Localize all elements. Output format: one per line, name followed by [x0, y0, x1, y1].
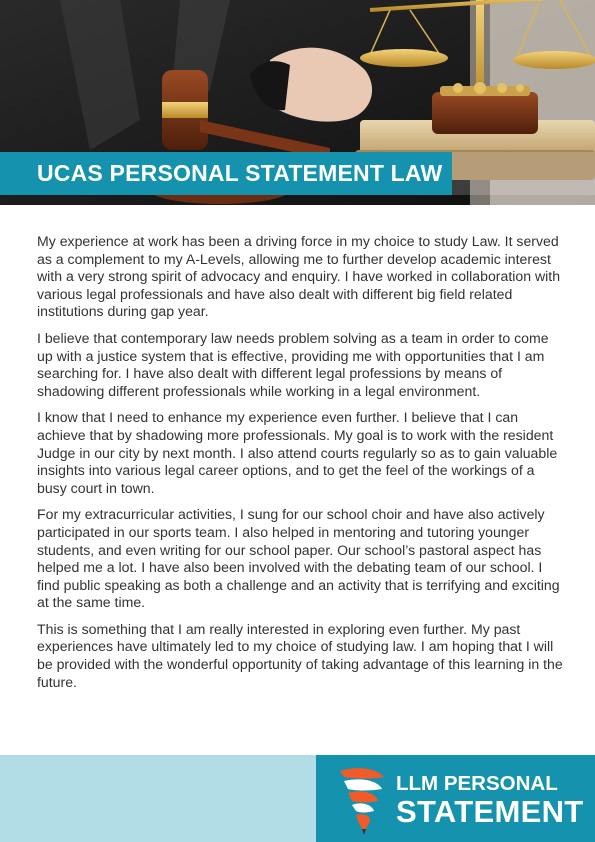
- paragraph-1: My experience at work has been a driving force in my choice to study Law. It served as a complement to my A-Levels, allowing me to further develop academic interest with a very strong spirit of advocacy and enquiry. I have worked in collaboration with various legal professionals and have also dealt with different big field related institutions during gap year.: [37, 233, 561, 320]
- title-banner: [0, 152, 452, 195]
- page-title: UCAS PERSONAL STATEMENT LAW: [37, 160, 443, 186]
- paragraph-5: This is something that I am really interested in exploring even further. My past experiences have ultimately led to my choice of studying law. I am hoping that I will be provided with the wonderful opportunity of taking advantage of this learning in the future.: [37, 620, 563, 690]
- brand-name-line1: LLM PERSONAL: [396, 772, 558, 795]
- paragraph-2: I believe that contemporary law needs problem solving as a team in order to come up with a justice system that is effective, providing me with opportunities that I am searching for. I have also dealt with different legal professions by means of shadowing different professionals while working in a legal environment.: [37, 329, 549, 399]
- brand-logo-box[interactable]: [316, 755, 595, 842]
- brand-name-line2: STATEMENT: [396, 794, 584, 829]
- title-banner-tail: [452, 152, 595, 195]
- pencil-swirl-icon: [334, 763, 390, 837]
- paragraph-4: For my extracurricular activities, I sung for our school choir and have also actively participated in our sports team. I also helped in mentoring and tutoring younger students, and even writing for our school paper. Our school’s pastoral aspect has helped me a lot. I have also been involved with the debating team of our school. I find public speaking as both a challenge and an activity that is terrifying and exciting at the same time.: [37, 506, 560, 611]
- paragraph-3: I know that I need to enhance my experience even further. I believe that I can achieve that by shadowing more professionals. My goal is to work with the resident Judge in our city by next month. I also attend courts regularly so as to gain valuable insights into various legal career options, and to get the feel of the workings of a busy court in town.: [37, 409, 558, 496]
- statement-body: [37, 233, 565, 700]
